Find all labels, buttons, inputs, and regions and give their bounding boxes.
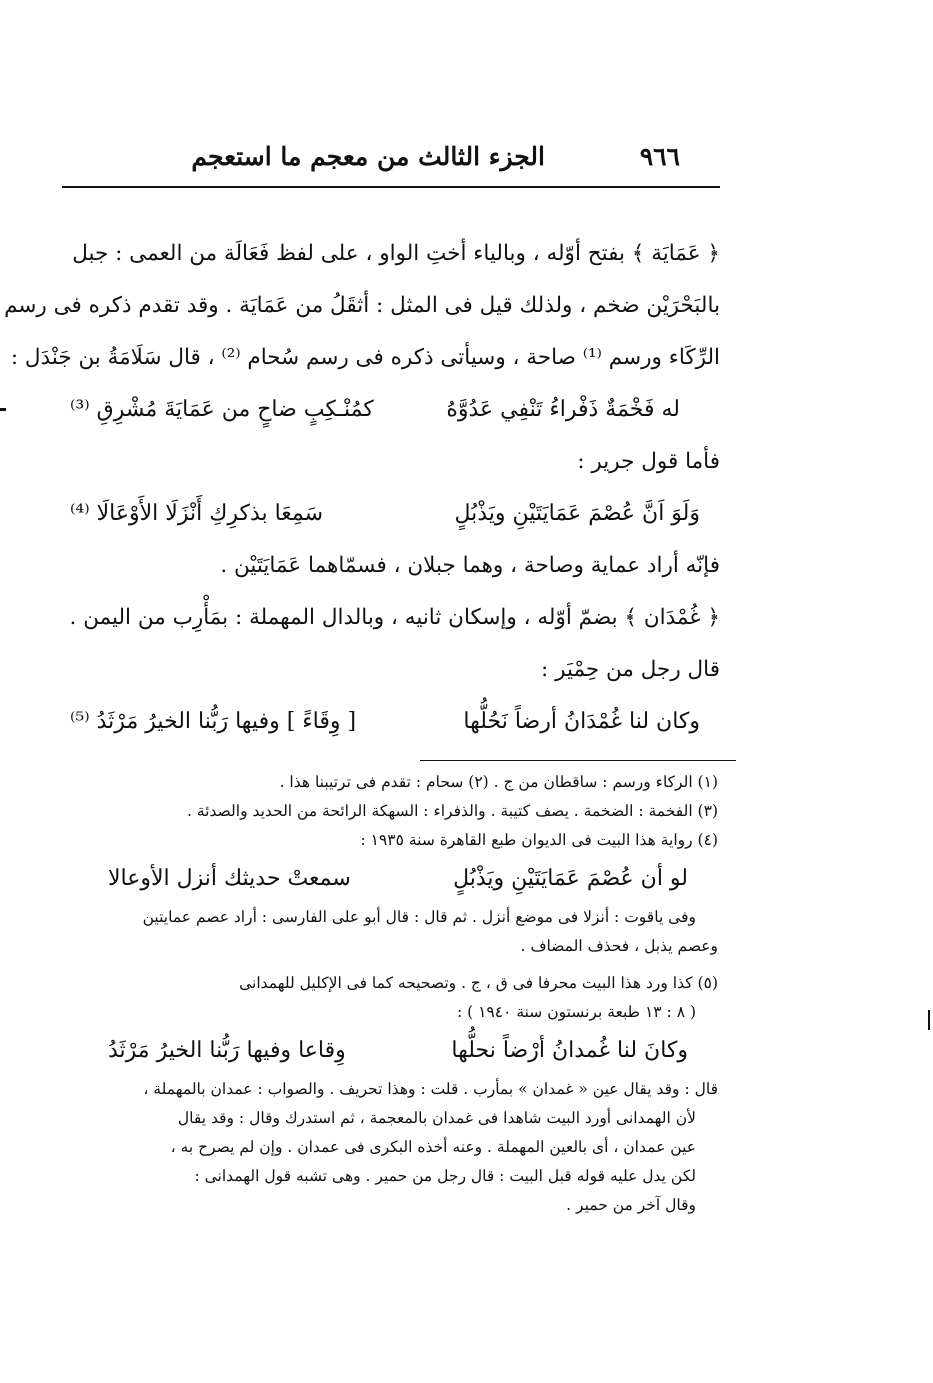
scan-mark bbox=[0, 408, 6, 411]
verse-himyar bbox=[70, 696, 720, 748]
text-line: فإنّه أراد عماية وصاحة ، وهما جبلان ، فسمّاهما عَمَايَتَيْن . bbox=[220, 553, 720, 578]
footnote-5-verse bbox=[78, 1027, 718, 1075]
verse-hemistich: لو أن عُصْمَ عَمَايَتَيْنِ ويَذْبُلٍ bbox=[453, 866, 688, 891]
footnote-4-yaqut: وفى ياقوت : أنزلا فى موضع أنزل . ثم قال : قال أبو على الفارسى : أراد عصم عمايتين bbox=[142, 908, 696, 926]
verse-hemistich: [ وِقَاءً ] وفيها رَبُّنا الخيرُ مَرْثَدُ ⁽⁵⁾ bbox=[70, 709, 357, 734]
footnote-rule bbox=[420, 760, 736, 761]
verse-hemistich: وكانَ لنا غُمدانُ أرْضاً نحلُّها bbox=[451, 1038, 688, 1063]
footnote-5-note: لأن الهمدانى أورد البيت شاهدا فى غمدان بالمعجمة ، ثم استدرك وقال : وقد يقال bbox=[177, 1109, 696, 1127]
verse-jarir bbox=[70, 488, 720, 540]
text-line: فأما قول جرير : bbox=[577, 449, 720, 474]
text-line: ﴿ عَمَايَة ﴾ بفتح أوّله ، وبالياء أختِ الواو ، على لفظ فَعَالَة من العمى : جبل bbox=[72, 241, 720, 266]
footnote-5: ( ٨ : ١٣ طبعة برنستون سنة ١٩٤٠ ) : bbox=[456, 1003, 696, 1021]
text-line: الرِّكَاء ورسم ⁽¹⁾ صاحة ، وسيأتى ذكره فى رسم سُحام ⁽²⁾ ، قال سَلَامَةُ بن جَنْدَل : bbox=[10, 345, 720, 370]
verse-hemistich: سمعتْ حديثك أنزل الأوعالا bbox=[108, 866, 351, 891]
text-line: قال رجل من حِمْيَر : bbox=[541, 657, 720, 682]
footnote-5-note: عين عمدان ، أى بالعين المهملة . وعنه أخذه البكرى فى عمدان . وإن لم يصرح به ، bbox=[170, 1138, 696, 1156]
footnote-5-note: لكن يدل عليه قوله قبل البيت : قال رجل من حمير . وهى تشبه قول الهمدانى : bbox=[194, 1167, 696, 1185]
footnote-3: (٣) الفخمة : الضخمة . يصف كتيبة . والذفراء : السهكة الرائحة من الحديد والصدئة . bbox=[186, 802, 718, 820]
verse-hemistich: وِقاعا وفيها رَبُّنا الخيرُ مَرْثَدُ bbox=[108, 1038, 346, 1063]
text-line: بالبَحْرَيْن ضخم ، ولذلك قيل فى المثل : أثقَلُ من عَمَايَة . وقد تقدم ذكره فى رسم bbox=[4, 293, 720, 318]
footnote-4: (٤) رواية هذا البيت فى الديوان طبع القاهرة سنة ١٩٣٥ : bbox=[360, 831, 718, 849]
footnote-4-verse bbox=[78, 855, 718, 903]
footnote-5: (٥) كذا ورد هذا البيت محرفا فى ق ، ج . وتصحيحه كما فى الإكليل للهمدانى bbox=[239, 974, 718, 992]
verse-salama bbox=[70, 384, 720, 436]
page-header bbox=[191, 140, 720, 182]
header-rule bbox=[62, 186, 720, 188]
page-number: ٩٦٦ bbox=[639, 142, 680, 171]
footnote-1-2: (١) الركاء ورسم : ساقطان من ج . (٢) سحام : تقدم فى ترتيبنا هذا . bbox=[279, 773, 718, 791]
verse-hemistich: وكان لنا غُمْدَانُ أرضاً نَحُلُّها bbox=[463, 709, 700, 734]
running-title: الجزء الثالث من معجم ما استعجم bbox=[191, 142, 545, 171]
main-text bbox=[4, 228, 720, 748]
scan-mark bbox=[928, 1010, 930, 1030]
footnote-4-yaqut: وعصم يذبل ، فحذف المضاف . bbox=[520, 937, 718, 955]
verse-hemistich: سَمِعَا بذكرِكِ أَنْزَلَا الأَوْعَالَا ⁽⁴⁾ bbox=[70, 501, 324, 526]
footnote-5-note: قال : وقد يقال عين « غمدان » بمأرب . قلت : وهذا تحريف . والصواب : عمدان بالمهملة ، bbox=[143, 1080, 718, 1098]
verse-hemistich: له فَخْمَةٌ ذَفْراءُ تَنْفِي عَدُوَّهُ bbox=[446, 397, 680, 422]
verse-hemistich: كمُنْـكِبٍ ضاحٍ من عَمَايَةَ مُشْرِقِ ⁽³⁾ bbox=[70, 397, 374, 422]
footnotes bbox=[78, 768, 718, 1220]
verse-hemistich: وَلَوَ اَنَّ عُصْمَ عَمَايَتَيْنِ ويَذْبُلٍ bbox=[454, 501, 700, 526]
entry-ghumdan: ﴿ غُمْدَان ﴾ بضمّ أوّله ، وإسكان ثانيه ، وبالدال المهملة : بمَأْرِب من اليمن . bbox=[69, 605, 720, 630]
footnote-5-note: وقال آخر من حمير . bbox=[566, 1196, 696, 1214]
